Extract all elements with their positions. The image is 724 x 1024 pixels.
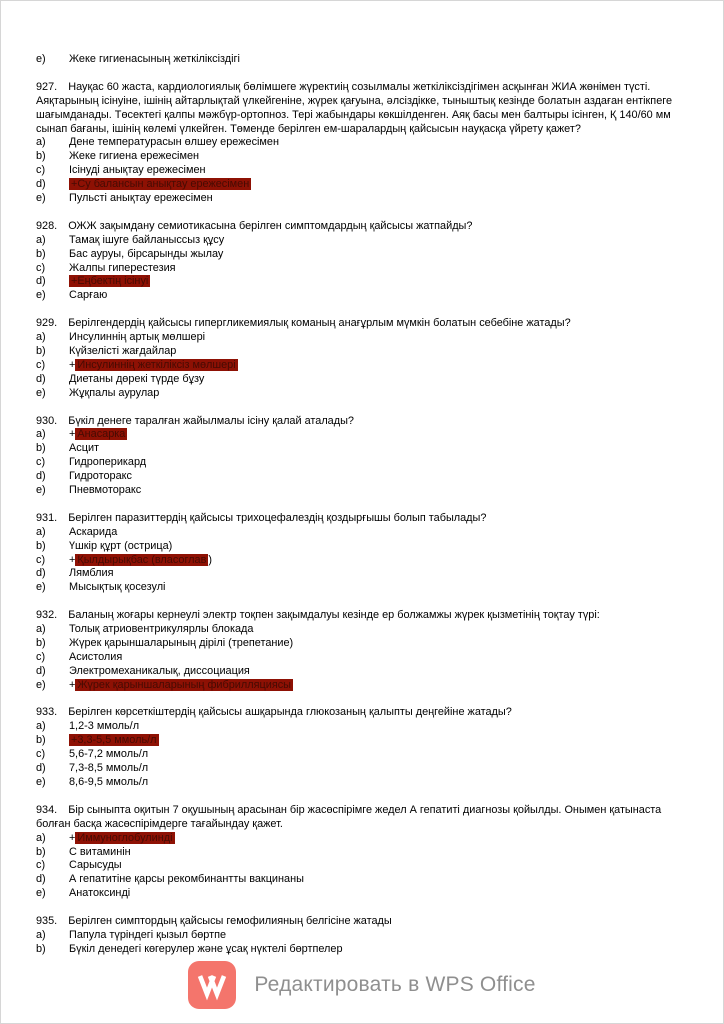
answer-option <box>36 720 695 734</box>
answer-option <box>36 442 695 456</box>
answer-option <box>36 929 695 943</box>
option-text: 5,6-7,2 ммоль/л <box>69 748 149 761</box>
question-text <box>36 415 695 429</box>
answer-option <box>36 846 695 860</box>
question-number: 933. <box>36 706 58 719</box>
answer-prefix: + <box>69 678 76 691</box>
answer-option <box>36 665 695 679</box>
question-number: 932. <box>36 609 58 622</box>
answer-option <box>36 679 695 693</box>
option-text: Ісінуді анықтау ережесімен <box>69 164 206 177</box>
option-letter: b) <box>36 845 46 858</box>
question-number: 931. <box>36 511 58 524</box>
options <box>36 929 695 957</box>
question-block <box>36 609 695 692</box>
options <box>36 526 695 596</box>
question-text <box>36 512 695 526</box>
option-text <box>69 832 695 846</box>
options <box>36 234 695 304</box>
question-body: Берілген симптордың қайсысы гемофилияның белгісіне жатады <box>68 915 392 928</box>
option-letter: c) <box>36 859 46 872</box>
question-number: 934. <box>36 803 58 816</box>
answer-option <box>36 734 695 748</box>
option-letter: b) <box>36 734 46 747</box>
option-letter: a) <box>36 331 46 344</box>
answer-option <box>36 150 695 164</box>
options <box>36 331 695 401</box>
answer-option <box>36 275 695 289</box>
option-text: Жеке гигиенасының жеткіліксіздігі <box>69 53 240 65</box>
option-letter: d) <box>36 470 46 483</box>
option-letter: a) <box>36 928 46 941</box>
option-text <box>69 178 695 192</box>
answer-prefix: + <box>69 553 76 566</box>
option-text <box>69 428 695 442</box>
highlighted-answer: +Еңбектің ісінуі <box>71 275 149 288</box>
option-text: Жеке гигиена ережесімен <box>69 150 200 163</box>
answer-prefix: + <box>69 831 76 844</box>
question-text <box>36 804 695 832</box>
option-text: С витаминін <box>69 845 131 858</box>
option-letter: e) <box>36 53 46 65</box>
option-text <box>69 679 695 693</box>
option-text: Аскарида <box>69 525 118 538</box>
option-text: Сарғаю <box>69 289 108 302</box>
question-text <box>36 706 695 720</box>
answer-option <box>36 776 695 790</box>
options <box>36 136 695 206</box>
option-letter: c) <box>36 358 46 371</box>
options <box>36 623 695 693</box>
option-text: Инсулиннің артық мөлшері <box>69 331 206 344</box>
option-text: Электромеханикалық, диссоциация <box>69 664 250 677</box>
answer-option <box>36 567 695 581</box>
option-letter: c) <box>36 456 46 469</box>
option-letter: e) <box>36 678 46 691</box>
question-body: Берілгендердің қайсысы гипергликемиялық команың анағұрлым мүмкін болатын себебіне жатады? <box>68 317 571 330</box>
option-text: Анатоксинді <box>69 887 131 900</box>
question-text <box>36 609 695 623</box>
option-text: Сарысуды <box>69 859 122 872</box>
option-text: Тамақ ішуге байланыссыз құсу <box>69 233 225 246</box>
option-text: Жүрек қарыншаларының дірілі (трепетание) <box>69 636 294 649</box>
answer-option <box>36 859 695 873</box>
option-text: Пневмоторакс <box>69 484 142 497</box>
option-text: 8,6-9,5 ммоль/л <box>69 776 149 789</box>
question-text <box>36 915 695 929</box>
question-body: Берілген паразиттердің қайсысы трихоцефалездің қоздырғышы болып табылады? <box>68 511 487 524</box>
option-text: Мысықтық қосезулі <box>69 581 166 594</box>
answer-suffix: ) <box>208 553 213 566</box>
answer-option <box>36 178 695 192</box>
answer-option <box>36 887 695 901</box>
option-letter: b) <box>36 247 46 260</box>
option-text: 1,2-3 ммоль/л <box>69 720 140 733</box>
answer-option <box>36 581 695 595</box>
question-body: Бір сыныпта оқитын 7 оқушының арасынан бір жасөспірімге жедел А гепатиті диагнозы қойылды. Онымен қатынаста болған басқа жасөспірімдерге тағайындау қажет. <box>36 803 662 830</box>
answer-prefix: + <box>69 428 76 441</box>
answer-option <box>36 262 695 276</box>
highlighted-answer: Қылдырықбас (власоглав <box>77 553 207 566</box>
highlighted-answer: +3,3-5,5 ммоль/л <box>71 734 157 747</box>
option-text <box>69 275 695 289</box>
option-letter: a) <box>36 233 46 246</box>
answer-option <box>36 873 695 887</box>
answer-option <box>36 748 695 762</box>
answer-option <box>36 359 695 373</box>
option-text: Диетаны дөрекі түрде бұзу <box>69 372 205 385</box>
highlighted-answer: +Су балансын анықтау ережесімен <box>71 178 250 191</box>
option-letter: a) <box>36 831 46 844</box>
question-block <box>36 706 695 789</box>
option-text: А гепатитіне қарсы рекомбинантты вакцинаны <box>69 873 304 886</box>
answer-option <box>36 192 695 206</box>
option-letter: c) <box>36 748 46 761</box>
answer-option <box>36 470 695 484</box>
answer-option <box>36 164 695 178</box>
option-letter: e) <box>36 887 46 900</box>
option-text: Асцит <box>69 442 100 455</box>
answer-option <box>36 136 695 150</box>
question-block <box>36 317 695 400</box>
question-block <box>36 512 695 595</box>
option-letter: b) <box>36 636 46 649</box>
option-letter: b) <box>36 442 46 455</box>
option-letter: e) <box>36 776 46 789</box>
option-letter: d) <box>36 275 46 288</box>
option-letter: d) <box>36 178 46 191</box>
question-block <box>36 81 695 206</box>
question-body: Бүкіл денеге таралған жайылмалы ісіну қалай аталады? <box>68 414 354 427</box>
option-letter: b) <box>36 344 46 357</box>
option-letter: d) <box>36 762 46 775</box>
answer-option <box>36 651 695 665</box>
option-letter: b) <box>36 150 46 163</box>
options <box>36 720 695 790</box>
option-letter: a) <box>36 136 46 149</box>
option-letter: d) <box>36 873 46 886</box>
option-text: Жұқпалы аурулар <box>69 386 160 399</box>
option-letter: c) <box>36 553 46 566</box>
question-block <box>36 415 695 498</box>
highlighted-answer: Иммуноглобулинді <box>77 831 173 844</box>
option-text <box>69 359 695 373</box>
answer-option <box>36 526 695 540</box>
options <box>36 428 695 498</box>
highlighted-answer: Инсулиннің жеткіліксіз мөлшері <box>77 358 236 371</box>
question-number: 928. <box>36 219 58 232</box>
option-text: Бас ауруы, бірсарынды жылау <box>69 247 224 260</box>
option-letter: a) <box>36 525 46 538</box>
answer-option <box>36 484 695 498</box>
question-text <box>36 220 695 234</box>
option-text: Күйзелісті жағдайлар <box>69 344 177 357</box>
answer-option <box>36 623 695 637</box>
option-letter: e) <box>36 581 46 594</box>
answer-option <box>36 234 695 248</box>
option-letter: b) <box>36 942 46 955</box>
question-number: 935. <box>36 915 58 928</box>
answer-option <box>36 387 695 401</box>
options <box>36 832 695 902</box>
answer-option <box>36 428 695 442</box>
answer-option <box>36 331 695 345</box>
option-letter: c) <box>36 650 46 663</box>
answer-option <box>36 53 695 67</box>
option-text: Гидроторакс <box>69 470 132 483</box>
option-letter: a) <box>36 720 46 733</box>
answer-option <box>36 554 695 568</box>
option-text: Дене температурасын өлшеу ережесімен <box>69 136 279 149</box>
option-letter: b) <box>36 539 46 552</box>
answer-option <box>36 762 695 776</box>
wps-footer-label[interactable]: Редактировать в WPS Office <box>254 973 536 996</box>
wps-footer[interactable] <box>1 961 723 1009</box>
question-body: ОЖЖ зақымдану семиотикасына берілген симптомдардың қайсысы жатпайды? <box>68 219 473 232</box>
option-letter: c) <box>36 164 46 177</box>
option-text: Гидроперикард <box>69 456 147 469</box>
option-text: 7,3-8,5 ммоль/л <box>69 762 149 775</box>
option-text <box>69 734 695 748</box>
option-text: Бүкіл денедегі көгерулер және ұсақ нүктелі бөртпелер <box>69 942 343 955</box>
answer-option <box>36 248 695 262</box>
answer-option <box>36 345 695 359</box>
option-text: Толық атриовентрикулярлы блокада <box>69 623 254 636</box>
option-letter: d) <box>36 664 46 677</box>
option-text: Үшкір құрт (острица) <box>69 539 173 552</box>
options <box>36 53 695 67</box>
question-body: Берілген көрсеткіштердің қайсысы ашқарында глюкозаның қалыпты деңгейіне жатады? <box>68 706 512 719</box>
option-letter: c) <box>36 261 46 274</box>
question-text <box>36 81 695 137</box>
question-text <box>36 317 695 331</box>
wps-logo-icon[interactable] <box>188 961 236 1009</box>
answer-option <box>36 943 695 957</box>
option-text: Папула түріндегі қызыл бөртпе <box>69 928 227 941</box>
option-text: Лямблия <box>69 567 114 580</box>
answer-option <box>36 637 695 651</box>
question-block <box>36 915 695 957</box>
answer-option <box>36 373 695 387</box>
question-block <box>36 53 695 67</box>
highlighted-answer: Анасарка <box>77 428 126 441</box>
question-number: 930. <box>36 414 58 427</box>
question-body: Баланың жоғары кернеулі электр тоқпен зақымдалуы кезінде ер болжамжы жүрек қызметінің тоқтау түрі: <box>68 609 600 622</box>
option-letter: d) <box>36 567 46 580</box>
question-block <box>36 220 695 303</box>
option-text: Пульсті анықтау ережесімен <box>69 192 213 205</box>
question-number: 929. <box>36 317 58 330</box>
answer-option <box>36 832 695 846</box>
answer-option <box>36 456 695 470</box>
answer-option <box>36 540 695 554</box>
option-text: Асистолия <box>69 650 123 663</box>
question-number: 927. <box>36 80 58 93</box>
highlighted-answer: Жүрек қарыншаларының фибрилляциясы <box>77 678 291 691</box>
option-letter: e) <box>36 289 46 302</box>
option-letter: d) <box>36 372 46 385</box>
answer-option <box>36 289 695 303</box>
option-letter: e) <box>36 192 46 205</box>
answer-prefix: + <box>69 358 76 371</box>
option-letter: e) <box>36 386 46 399</box>
option-text <box>69 554 695 568</box>
option-letter: a) <box>36 428 46 441</box>
question-block <box>36 804 695 901</box>
option-letter: e) <box>36 484 46 497</box>
option-text: Жалпы гиперестезия <box>69 261 176 274</box>
questions-list <box>1 1 723 957</box>
question-body: Науқас 60 жаста, кардиологиялық бөлімшеге жүректиің созылмалы жеткіліксіздігімен асқынған ЖИА жөнімен түсті. Аяқтарының ісінуіне, ішінің айтарлықтай үлкейгеніне, жүрек қағуына, әлсіздікке, тыныштық кезінде болатын аздаған ентікпеге шағымданады. Төсектегі қалпы мәжбүр-ортопноз. Тері жабындары көкшілденген. Аяқ басы мен балтыры ісінген, Қ 140/60 мм сынап бағаны, ішінің көлемі үлкейген. Төменде берілген ем-шаралардың қайсысын науқасқа үйрету қажет? <box>36 80 673 135</box>
option-letter: a) <box>36 623 46 636</box>
